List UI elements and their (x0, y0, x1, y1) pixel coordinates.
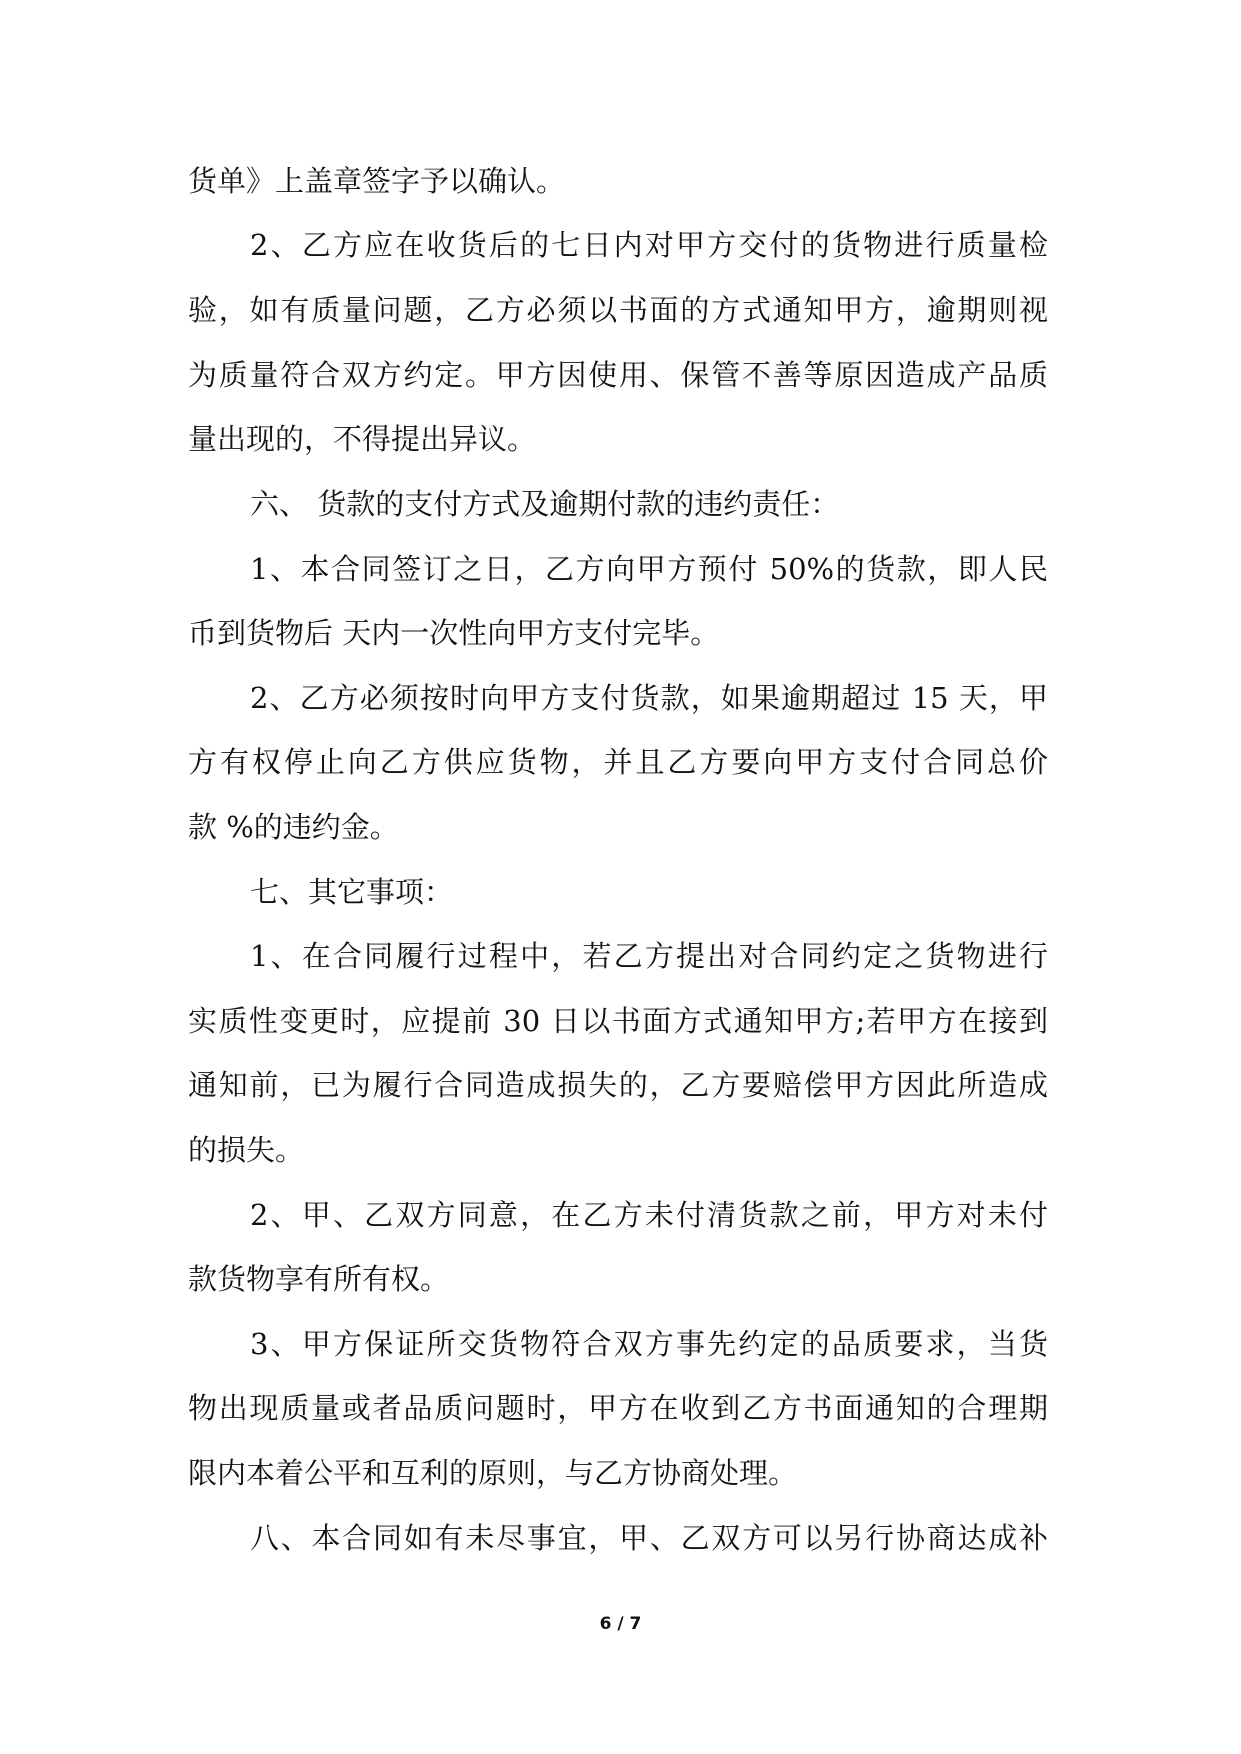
text-line: 方有权停止向乙方供应货物，并且乙方要向甲方支付合同总价 (188, 745, 1048, 779)
section-heading: 七、其它事项： (250, 875, 454, 909)
text-line: 限内本着公平和互利的原则，与乙方协商处理。 (188, 1456, 798, 1490)
text-line: 币到货物后 天内一次性向甲方支付完毕。 (188, 616, 720, 650)
text-line: 的损失。 (188, 1133, 305, 1167)
section-heading: 六、 货款的支付方式及逾期付款的违约责任： (250, 487, 840, 521)
text-line: 为质量符合双方约定。甲方因使用、保管不善等原因造成产品质 (188, 358, 1048, 392)
text-line: 3、甲方保证所交货物符合双方事先约定的品质要求，当货 (250, 1327, 1048, 1361)
text-line: 2、乙方必须按时向甲方支付货款，如果逾期超过 15 天，甲 (250, 681, 1048, 715)
text-line: 量出现的，不得提出异议。 (188, 422, 537, 456)
text-line: 实质性变更时，应提前 30 日以书面方式通知甲方;若甲方在接到 (188, 1004, 1048, 1038)
text-line: 款货物享有所有权。 (188, 1262, 450, 1296)
text-line: 货单》上盖章签字予以确认。 (188, 164, 566, 198)
text-line: 2、甲、乙双方同意，在乙方未付清货款之前，甲方对未付 (250, 1198, 1048, 1232)
text-line: 1、本合同签订之日，乙方向甲方预付 50%的货款，即人民 (250, 552, 1048, 586)
text-line: 八、本合同如有未尽事宜，甲、乙双方可以另行协商达成补 (250, 1521, 1048, 1555)
text-line: 2、乙方应在收货后的七日内对甲方交付的货物进行质量检 (250, 228, 1048, 262)
page-number: 6 / 7 (599, 1614, 642, 1634)
text-line: 1、在合同履行过程中，若乙方提出对合同约定之货物进行 (250, 939, 1048, 973)
text-line: 验，如有质量问题，乙方必须以书面的方式通知甲方，逾期则视 (188, 293, 1048, 327)
text-line: 通知前，已为履行合同造成损失的，乙方要赔偿甲方因此所造成 (188, 1068, 1048, 1102)
text-line: 物出现质量或者品质问题时，甲方在收到乙方书面通知的合理期 (188, 1391, 1048, 1425)
text-line: 款 %的违约金。 (188, 810, 399, 844)
